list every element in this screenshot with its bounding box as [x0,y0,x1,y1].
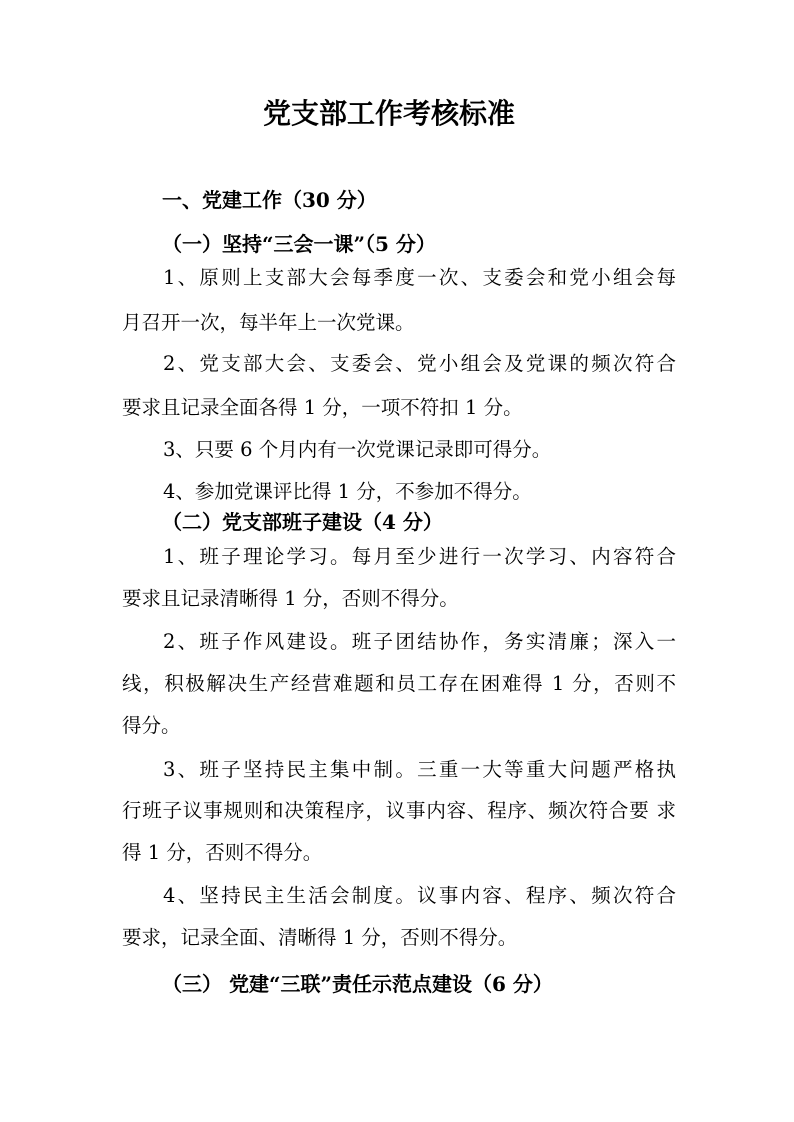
paragraph-line: 3、只要 6 个月内有一次党课记录即可得分。 [163,438,552,461]
paragraph-line: 1、班子理论学习。每月至少进行一次学习、内容符合 [163,545,676,568]
subsection-heading-demonstration-site: （三） 党建“三联”责任示范点建设（6 分） [162,972,553,996]
subsection-heading-three-meetings: （一）坚持“三会一课”（5 分） [162,232,436,256]
paragraph-line: 要求且记录清晰得 1 分，否则不得分。 [122,587,459,610]
paragraph-line: 月召开一次，每半年上一次党课。 [122,311,415,334]
paragraph-line: 3、班子坚持民主集中制。三重一大等重大问题严格执 [163,758,676,781]
paragraph-line: 1、原则上支部大会每季度一次、支委会和党小组会每 [163,266,676,289]
paragraph-line: 得分。 [122,714,181,737]
paragraph-line: 要求，记录全面、清晰得 1 分，否则不得分。 [122,926,518,949]
paragraph-line: 4、坚持民主生活会制度。议事内容、程序、频次符合 [163,884,676,907]
section-heading-party-building: 一、党建工作（30 分） [162,188,377,212]
paragraph-line: 要求且记录全面各得 1 分，一项不符扣 1 分。 [122,396,523,419]
paragraph-line: 得 1 分，否则不得分。 [122,841,323,864]
paragraph-line: 4、参加党课评比得 1 分，不参加不得分。 [163,480,532,503]
paragraph-line: 2、党支部大会、支委会、党小组会及党课的频次符合 [163,352,676,375]
subsection-heading-branch-team: （二）党支部班子建设（4 分） [162,510,443,534]
paragraph-line: 线，积极解决生产经营难题和员工存在困难得 1 分，否则不 [122,672,676,695]
paragraph-line: 行班子议事规则和决策程序，议事内容、程序、频次符合要 求 [122,799,676,822]
paragraph-line: 2、班子作风建设。班子团结协作，务实清廉；深入一 [163,630,676,653]
document-title: 党支部工作考核标准 [263,97,516,130]
